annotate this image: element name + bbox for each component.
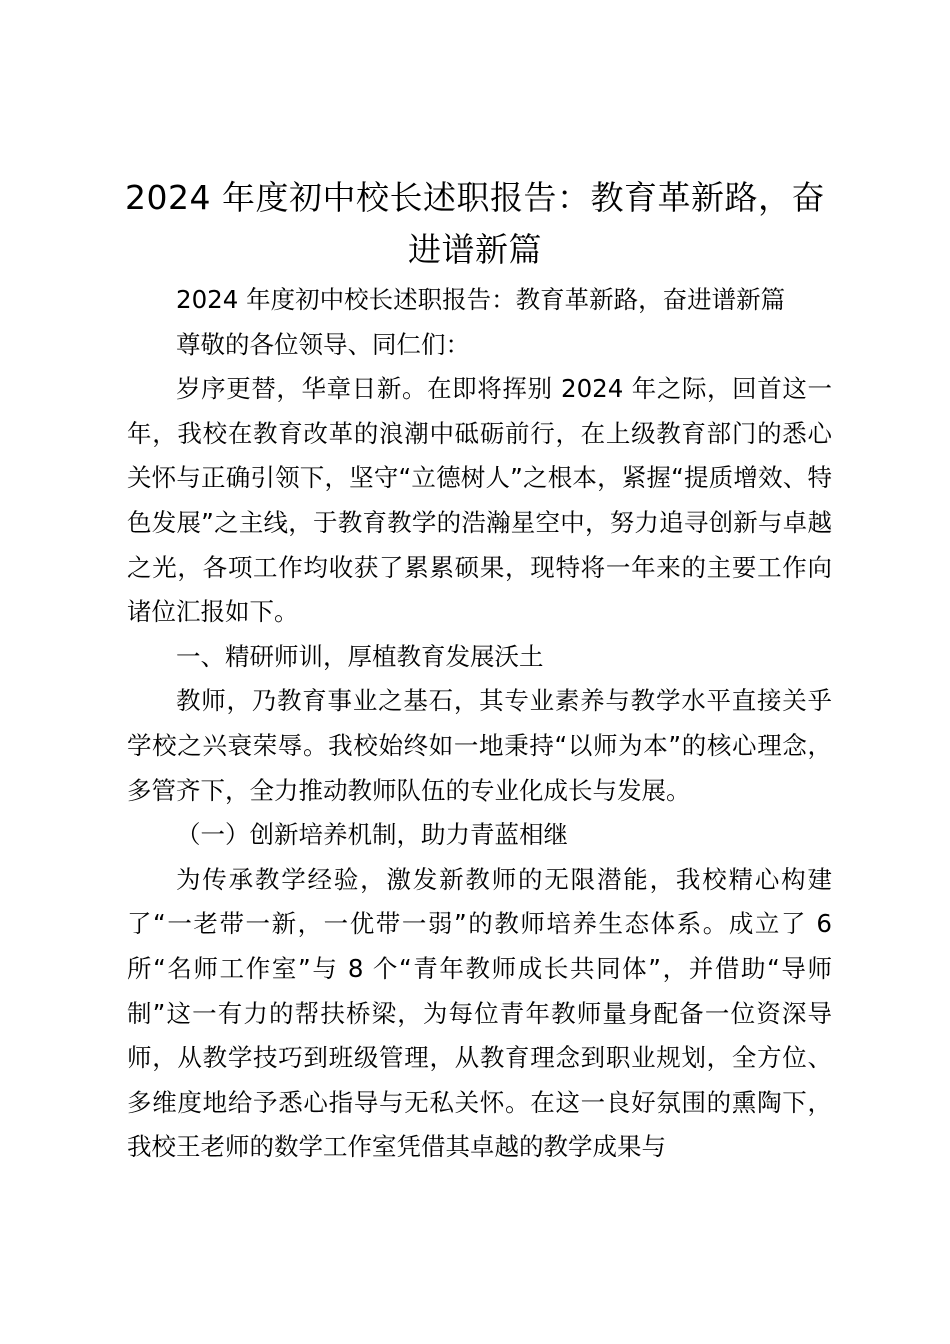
subtitle-paragraph: 2024 年度初中校长述职报告：教育革新路，奋进谱新篇 (176, 285, 786, 314)
intro-paragraph: 岁序更替，华章日新。在即将挥别 2024 年之际，回首这一年，我校在教育改革的浪潮中砥砺前行，在上级教育部门的悉心关怀与正确引领下，坚守“立德树人”之根本，紧握“提质增效、特色发展”之主线，于教育教学的浩瀚星空中，努力追寻创新与卓越之光，各项工作均收获了累累硕果，现特将一年来的主要工作向诸位汇报如下。 (127, 374, 832, 627)
document-body (127, 278, 832, 1170)
subsection-heading-1: （一）创新培养机制，助力青蓝相继 (176, 820, 568, 850)
salutation-paragraph: 尊敬的各位领导、同仁们： (176, 329, 470, 359)
section-heading-1: 一、精研师训，厚植教育发展沃土 (176, 641, 544, 671)
section-1-paragraph: 教师，乃教育事业之基石，其专业素养与教学水平直接关乎学校之兴衰荣辱。我校始终如一地秉持“以师为本”的核心理念，多管齐下，全力推动教师队伍的专业化成长与发展。 (127, 686, 832, 805)
document-title: 2024 年度初中校长述职报告：教育革新路，奋进谱新篇 (125, 178, 825, 269)
subsection-1-paragraph: 为传承教学经验，激发新教师的无限潜能，我校精心构建了“一老带一新，一优带一弱”的教师培养生态体系。成立了 6 所“名师工作室”与 8 个“青年教师成长共同体”，并借助“导师制”这一有力的帮扶桥梁，为每位青年教师量身配备一位资深导师，从教学技巧到班级管理，从教育理念到职业规划，全方位、多维度地给予悉心指导与无私关怀。在这一良好氛围的熏陶下，我校王老师的数学工作室凭借其卓越的教学成果与 (127, 864, 832, 1162)
